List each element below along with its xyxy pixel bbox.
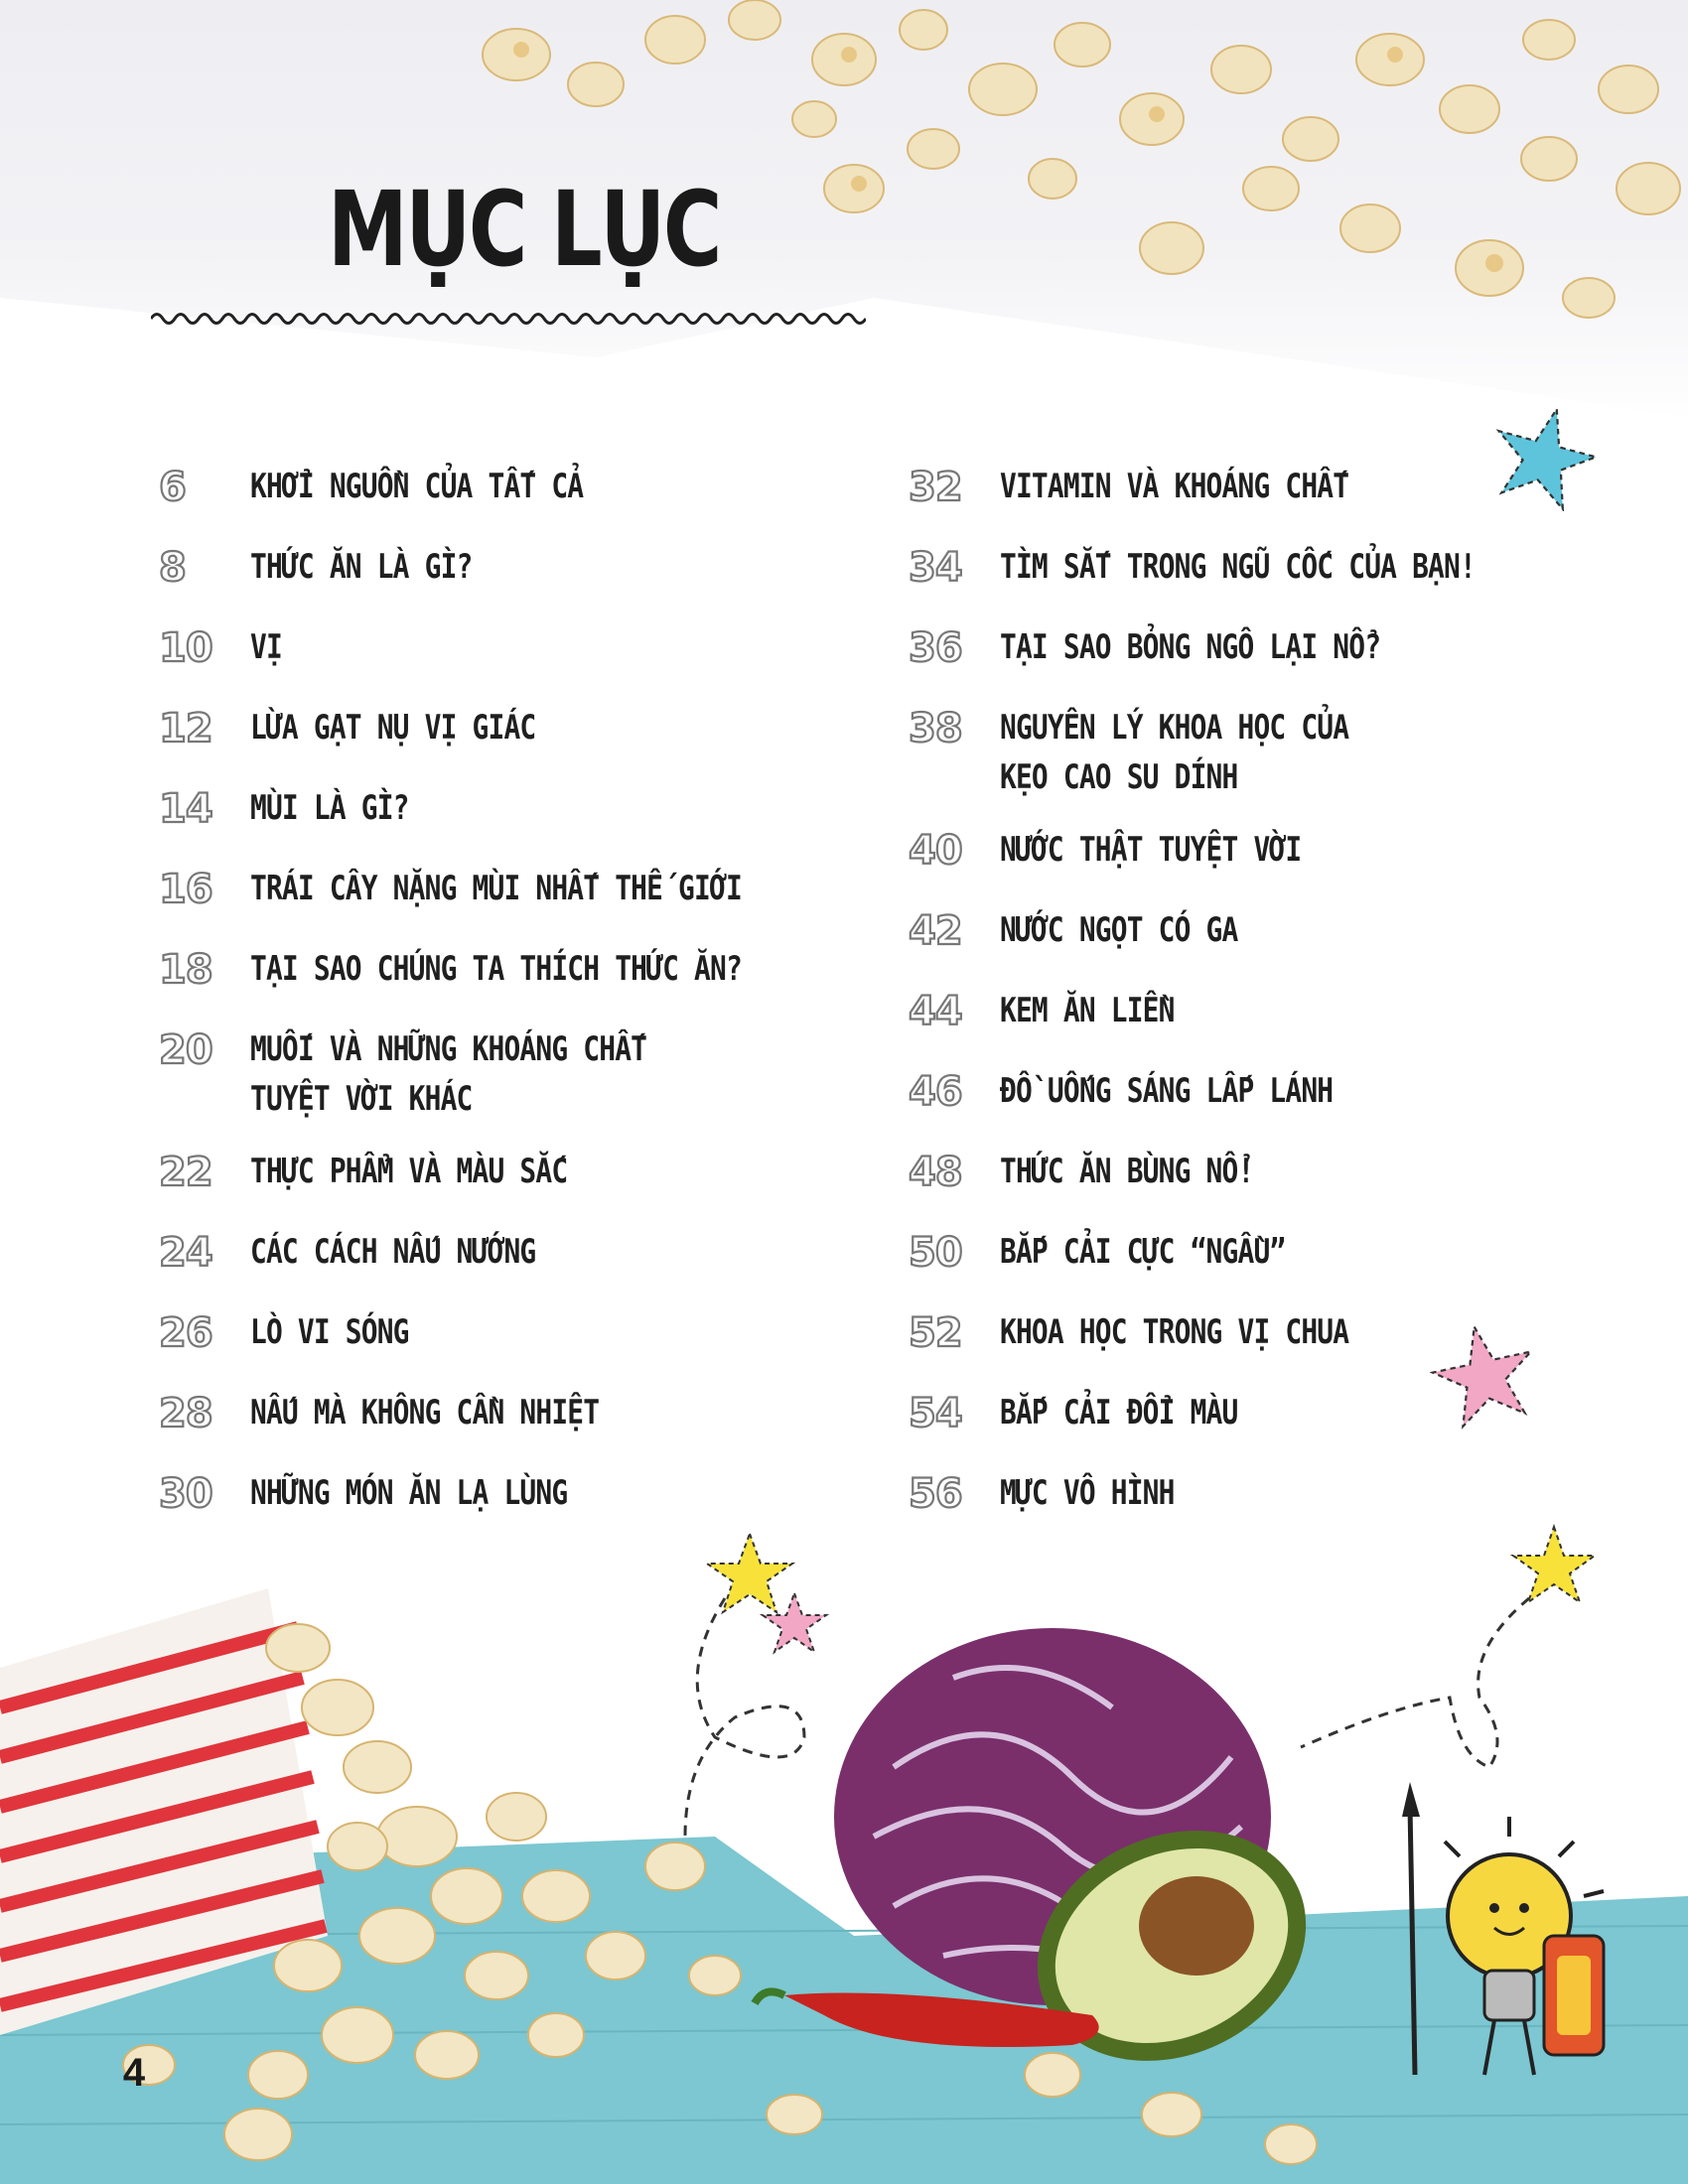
toc-page-number: 42 xyxy=(909,908,962,954)
toc-item[interactable] xyxy=(159,783,444,835)
toc-item[interactable] xyxy=(909,622,1464,674)
toc-entry-title: TRÁI CÂY NẶNG MÙI NHẤT THẾ GIỚI xyxy=(250,869,742,908)
toc-entry-title: KHOA HỌC TRONG VỊ CHUA xyxy=(1000,1312,1349,1352)
toc-item[interactable] xyxy=(159,703,598,754)
toc-item[interactable] xyxy=(159,1307,444,1359)
toc-page-number: 30 xyxy=(159,1471,212,1517)
toc-entry-title: MUỐI VÀ NHỮNG KHOÁNG CHẤT TUYỆT VỜI KHÁC xyxy=(250,1029,647,1119)
toc-entry-title: NGUYÊN LÝ KHOA HỌC CỦA KẸO CAO SU DÍNH xyxy=(1000,708,1349,797)
toc-page-number: 32 xyxy=(909,465,962,510)
toc-item[interactable] xyxy=(159,944,850,996)
bottom-illustration xyxy=(0,1519,1688,2184)
toc-item[interactable] xyxy=(159,1227,598,1279)
toc-item[interactable] xyxy=(909,1227,1347,1279)
toc-page-number: 40 xyxy=(909,828,962,874)
wavy-divider xyxy=(151,306,866,332)
toc-entry-title: MÙI LÀ GÌ? xyxy=(250,788,409,828)
toc-item[interactable] xyxy=(159,1147,636,1198)
toc-entry-title: NƯỚC THẬT TUYỆT VỜI xyxy=(1000,830,1302,870)
toc-page-number: 6 xyxy=(159,465,186,510)
toc-entry-title: THỨC ĂN BÙNG NỔ! xyxy=(1000,1152,1254,1191)
toc-entry-title: TẠI SAO CHÚNG TA THÍCH THỨC ĂN? xyxy=(250,949,742,989)
toc-page-number: 20 xyxy=(159,1027,212,1073)
toc-page-number: 50 xyxy=(909,1230,962,1276)
toc-page-number: 28 xyxy=(159,1391,212,1436)
toc-page-number: 38 xyxy=(909,706,962,751)
toc-page-number: 34 xyxy=(909,545,962,591)
toc-entry-title: NẤU MÀ KHÔNG CẦN NHIỆT xyxy=(250,1393,600,1433)
toc-page-number: 22 xyxy=(159,1150,212,1195)
toc-page-number: 48 xyxy=(909,1150,962,1195)
toc-page-number: 54 xyxy=(909,1391,962,1436)
toc-entry-title: LỪA GẠT NỤ VỊ GIÁC xyxy=(250,708,536,748)
toc-item[interactable] xyxy=(909,1388,1290,1439)
toc-page-number: 18 xyxy=(159,947,212,993)
star-pink-icon xyxy=(1430,1320,1539,1430)
toc-item[interactable] xyxy=(909,1147,1310,1198)
page-number: 4 xyxy=(122,2051,146,2095)
toc-page-number: 26 xyxy=(159,1310,212,1356)
toc-item[interactable] xyxy=(909,1066,1406,1118)
toc-page-number: 24 xyxy=(159,1230,212,1276)
star-blue-icon xyxy=(1489,402,1599,511)
toc-item[interactable] xyxy=(909,905,1290,957)
toc-item[interactable] xyxy=(159,1388,675,1439)
toc-page-number: 46 xyxy=(909,1069,962,1115)
toc-entry-title: BẮP CẢI ĐỔI MÀU xyxy=(1000,1393,1238,1433)
toc-item[interactable] xyxy=(909,1468,1212,1520)
toc-page-number: 14 xyxy=(159,786,212,832)
toc-page-number: 52 xyxy=(909,1310,962,1356)
toc-entry-title: KEM ĂN LIỀN xyxy=(1000,991,1175,1030)
toc-page-number: 44 xyxy=(909,989,962,1034)
toc-entry-title: BẮP CẢI CỰC “NGẦU” xyxy=(1000,1232,1286,1272)
toc-item[interactable] xyxy=(159,542,521,594)
toc-page-number: 36 xyxy=(909,625,962,671)
toc-item[interactable] xyxy=(909,462,1425,513)
toc-entry-title: ĐỒ UỐNG SÁNG LẤP LÁNH xyxy=(1000,1071,1334,1111)
toc-page-number: 16 xyxy=(159,867,212,912)
toc-item[interactable] xyxy=(909,1307,1425,1359)
toc-entry-title: KHỞI NGUỒN CỦA TẤT CẢ xyxy=(250,467,584,506)
toc-page-number: 10 xyxy=(159,625,212,671)
toc-page-number: 8 xyxy=(159,545,186,591)
toc-item[interactable] xyxy=(909,542,1580,594)
toc-item[interactable] xyxy=(159,864,850,915)
toc-page-number: 12 xyxy=(159,706,212,751)
toc-entry-title: TÌM SẮT TRONG NGŨ CỐC CỦA BẠN! xyxy=(1000,547,1476,587)
toc-entry-title: LÒ VI SÓNG xyxy=(250,1312,409,1352)
toc-entry-title: THỰC PHẨM VÀ MÀU SẮC xyxy=(250,1152,568,1191)
toc-entry-title: MỰC VÔ HÌNH xyxy=(1000,1473,1175,1513)
toc-entry-title: CÁC CÁCH NẤU NƯỚNG xyxy=(250,1232,536,1272)
toc-entry-title: NƯỚC NGỌT CÓ GA xyxy=(1000,910,1238,950)
toc-item[interactable] xyxy=(909,825,1367,877)
toc-item[interactable] xyxy=(909,703,1425,802)
toc-item[interactable] xyxy=(159,622,289,674)
toc-entry-title: THỨC ĂN LÀ GÌ? xyxy=(250,547,473,587)
popcorn-top-image xyxy=(0,0,1688,357)
page-title: MỤC LỤC xyxy=(328,169,721,290)
toc-page-number: 56 xyxy=(909,1471,962,1517)
toc-item[interactable] xyxy=(909,986,1212,1037)
toc-item[interactable] xyxy=(159,462,656,513)
toc-entry-title: VITAMIN VÀ KHOÁNG CHẤT xyxy=(1000,467,1349,506)
toc-entry-title: TẠI SAO BỎNG NGÔ LẠI NỔ? xyxy=(1000,627,1381,667)
toc-item[interactable] xyxy=(159,1468,636,1520)
toc-entry-title: VỊ xyxy=(250,627,282,667)
toc-entry-title: NHỮNG MÓN ĂN LẠ LÙNG xyxy=(250,1473,568,1513)
toc-item[interactable] xyxy=(159,1024,734,1124)
